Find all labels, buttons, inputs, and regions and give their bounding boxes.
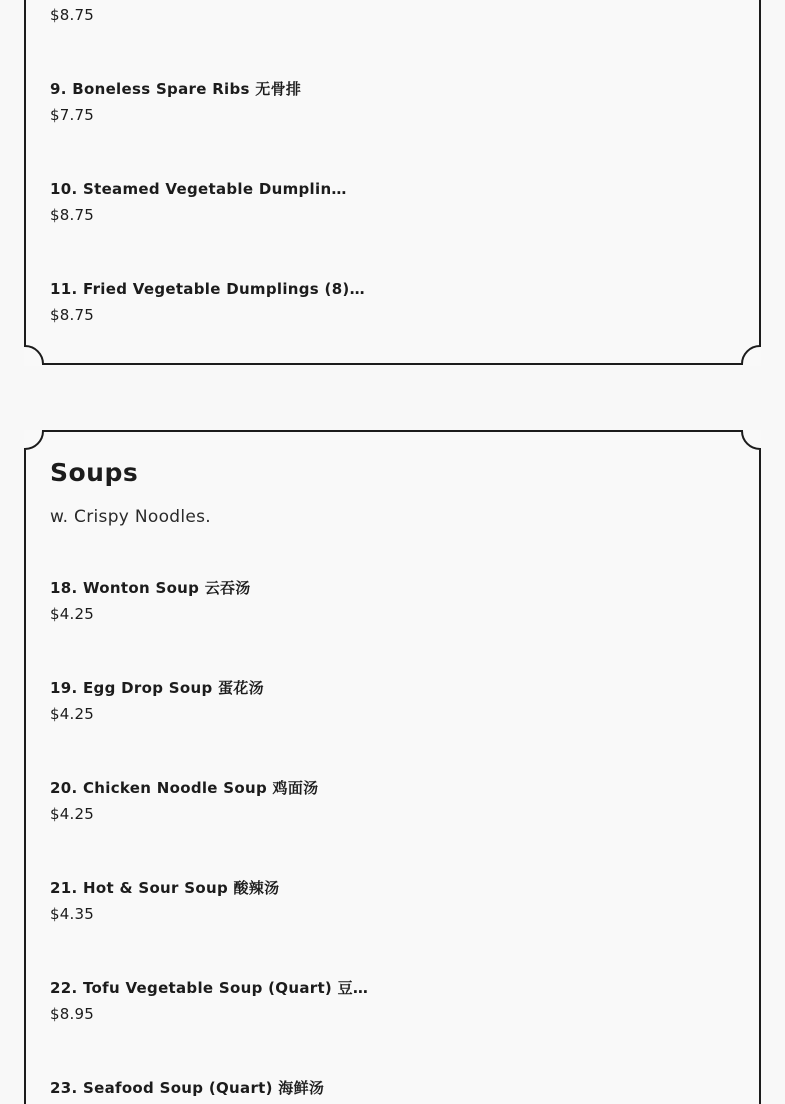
menu-item[interactable] [50, 80, 370, 124]
item-name: 10. Steamed Vegetable Dumplin… [50, 180, 347, 198]
item-price: $8.75 [50, 6, 94, 24]
item-name: 23. Seafood Soup (Quart) 海鲜汤 [50, 1079, 325, 1097]
item-price: $4.35 [50, 905, 94, 923]
item-name: 9. Boneless Spare Ribs 无骨排 [50, 80, 302, 98]
item-name: 11. Fried Vegetable Dumplings (8)… [50, 280, 365, 298]
item-name: 18. Wonton Soup 云吞汤 [50, 579, 251, 597]
item-name: 19. Egg Drop Soup 蛋花汤 [50, 679, 264, 697]
section-title: Soups [50, 458, 139, 487]
item-price: $4.25 [50, 705, 94, 723]
item-price: $4.25 [50, 805, 94, 823]
menu-item[interactable] [50, 879, 370, 923]
item-name: 21. Hot & Sour Soup 酸辣汤 [50, 879, 280, 897]
item-price: $8.75 [50, 206, 94, 224]
section-description: w. Crispy Noodles. [50, 507, 211, 527]
menu-item[interactable] [50, 779, 370, 823]
item-price: $8.75 [50, 306, 94, 324]
appetizers-card [24, 0, 761, 366]
menu-item[interactable] [50, 579, 370, 623]
item-name: 22. Tofu Vegetable Soup (Quart) 豆… [50, 979, 369, 997]
menu-item[interactable] [50, 280, 370, 324]
menu-item[interactable] [50, 979, 370, 1023]
soups-card [24, 430, 761, 1104]
menu-item[interactable] [50, 679, 370, 723]
item-price: $7.75 [50, 106, 94, 124]
item-price: $4.25 [50, 605, 94, 623]
item-name: 20. Chicken Noodle Soup 鸡面汤 [50, 779, 319, 797]
menu-item[interactable] [50, 180, 370, 224]
item-price: $8.95 [50, 1005, 94, 1023]
menu-item[interactable] [50, 1079, 370, 1104]
